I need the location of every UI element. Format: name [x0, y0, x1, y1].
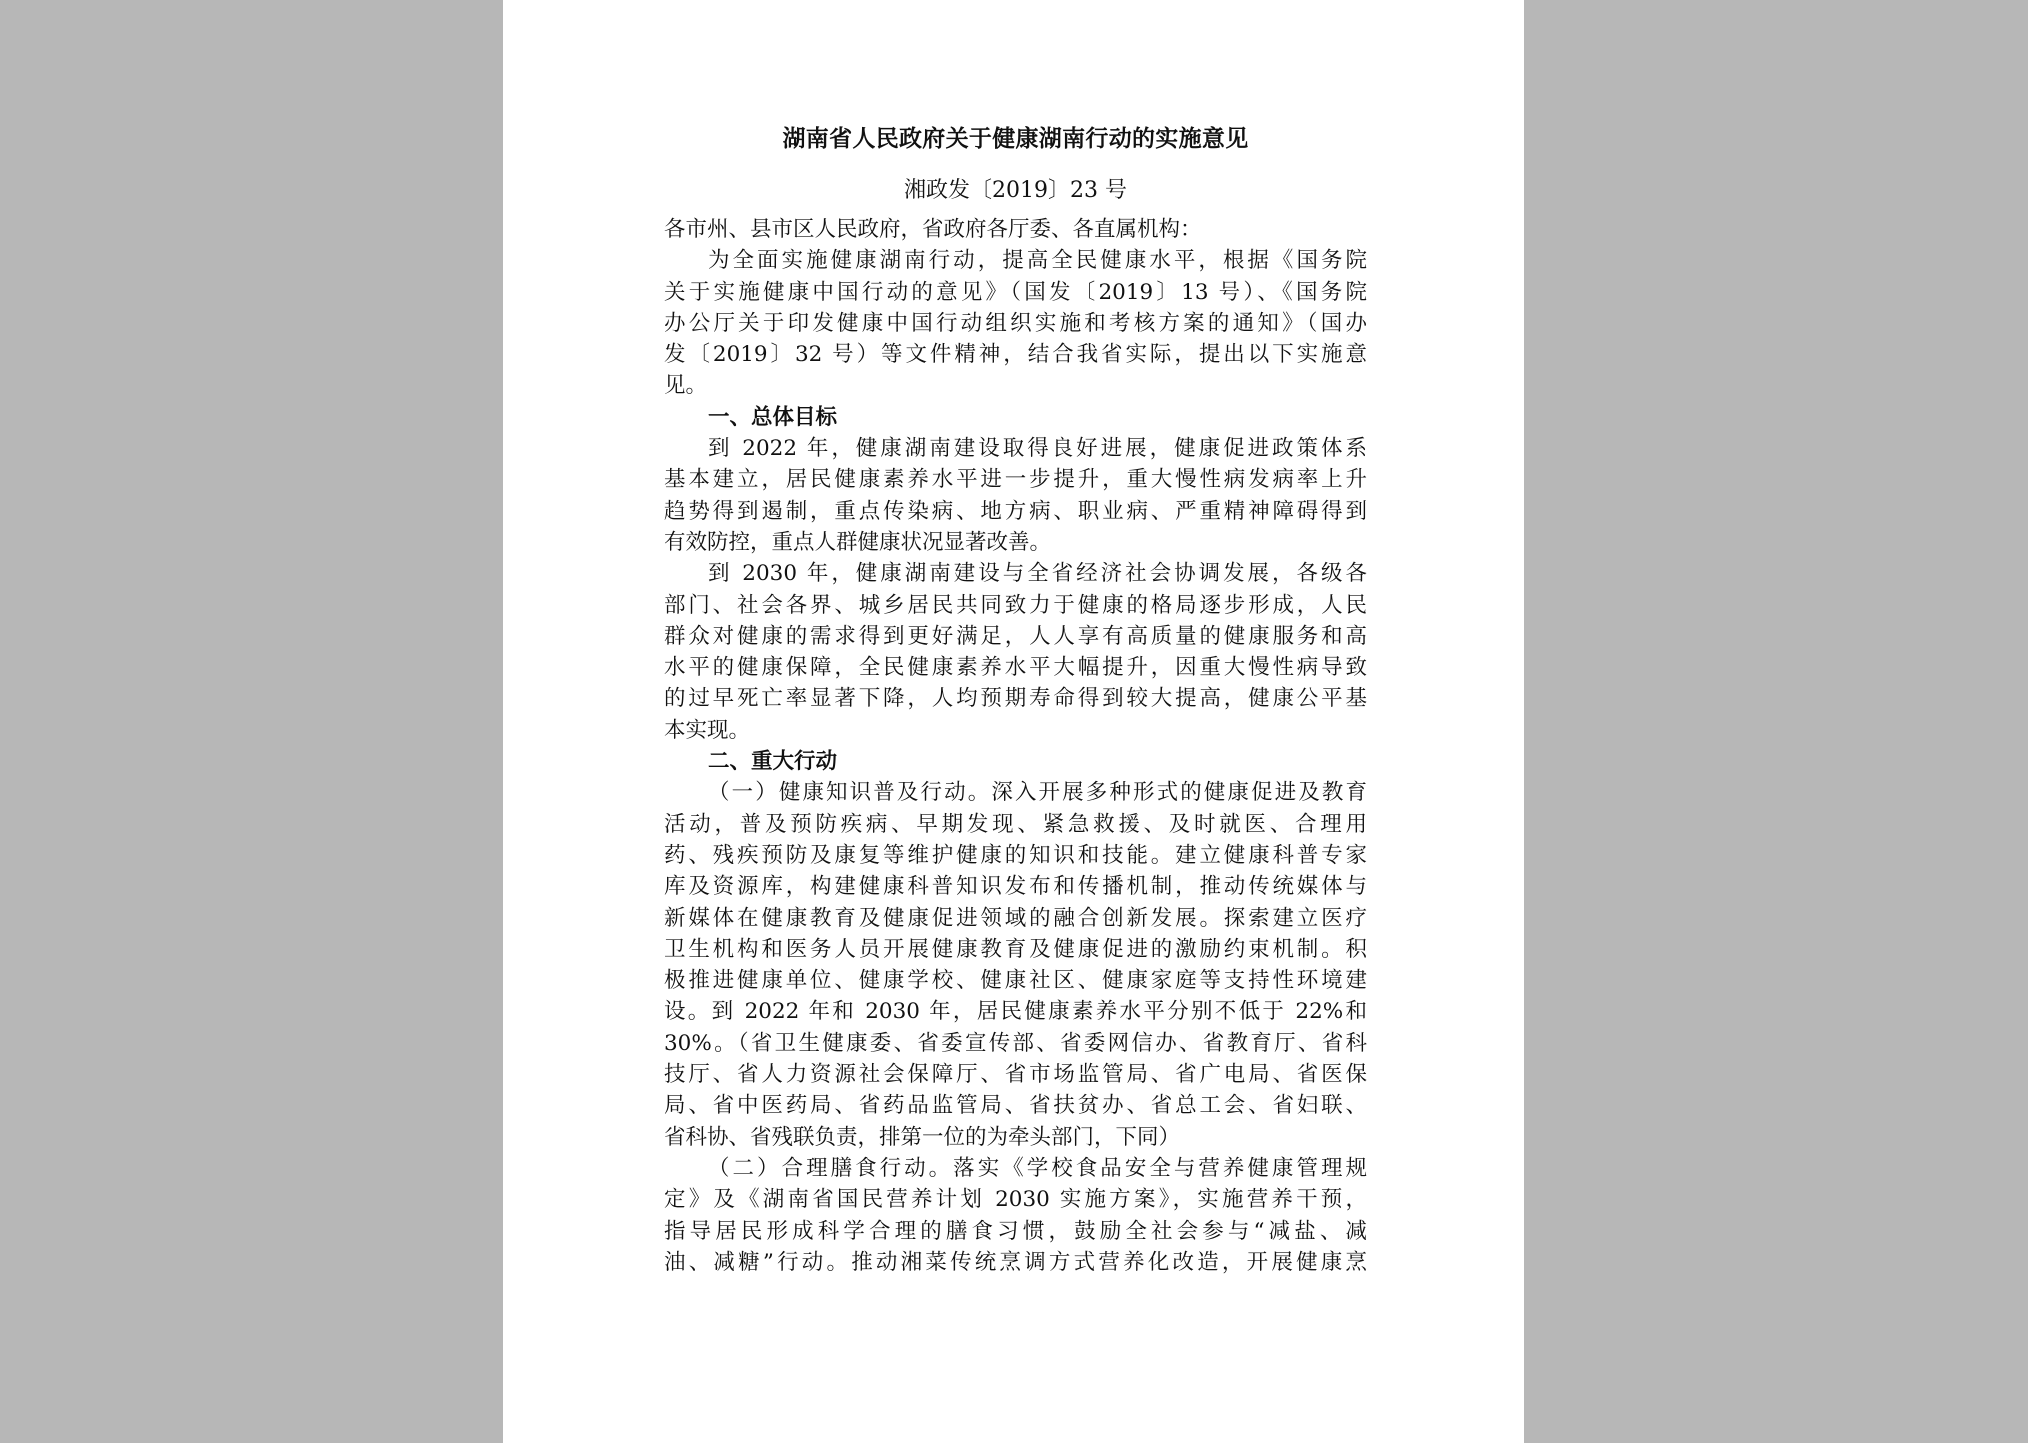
text-line: 省科协、省残联负责，排第一位的为牵头部门，下同） [664, 1124, 1181, 1150]
paragraph [664, 1153, 1367, 1278]
section-heading [664, 746, 1367, 777]
paragraph [664, 433, 1367, 558]
text-line: 关于实施健康中国行动的意见》（国发〔2019〕13 号）、《国务院 [664, 279, 1367, 305]
text-line: 设。到 2022 年和 2030 年，居民健康素养水平分别不低于 22%和 [664, 999, 1367, 1025]
text-line: 定》及《湖南省国民营养计划 2030 实施方案》，实施营养干预， [664, 1187, 1367, 1213]
text-line: 办公厅关于印发健康中国行动组织实施和考核方案的通知》（国办 [664, 310, 1367, 336]
heading-text: 二、重大行动 [708, 749, 838, 775]
document-body [664, 110, 1367, 1278]
text-line: （二）合理膳食行动。落实《学校食品安全与营养健康管理规 [708, 1155, 1367, 1181]
text-line: 油、减糖”行动。推动湘菜传统烹调方式营养化改造，开展健康烹 [664, 1249, 1367, 1275]
text-line: 部门、社会各界、城乡居民共同致力于健康的格局逐步形成，人民 [664, 592, 1367, 618]
document-number: 湘政发〔2019〕23 号 [904, 178, 1127, 203]
document-page [503, 0, 1524, 1443]
paragraph-container [664, 245, 1367, 1278]
paragraph [664, 558, 1367, 746]
text-line: 水平的健康保障，全民健康素养水平大幅提升，因重大慢性病导致 [664, 655, 1367, 681]
text-line: 到 2022 年，健康湖南建设取得良好进展，健康促进政策体系 [708, 436, 1367, 462]
addressee-line: 各市州、县市区人民政府，省政府各厅委、各直属机构： [664, 217, 1202, 242]
text-line: 的过早死亡率显著下降，人均预期寿命得到较大提高，健康公平基 [664, 686, 1367, 712]
text-line: 基本建立，居民健康素养水平进一步提升，重大慢性病发病率上升 [664, 467, 1367, 493]
text-line: 发〔2019〕32 号）等文件精神，结合我省实际，提出以下实施意 [664, 342, 1367, 368]
text-line: 局、省中医药局、省药品监管局、省扶贫办、省总工会、省妇联、 [664, 1093, 1367, 1119]
text-line: 新媒体在健康教育及健康促进领域的融合创新发展。探索建立医疗 [664, 905, 1367, 931]
text-line: 库及资源库，构建健康科普知识发布和传播机制，推动传统媒体与 [664, 874, 1367, 900]
text-line: 活动，普及预防疾病、早期发现、紧急救援、及时就医、合理用 [664, 811, 1367, 837]
text-line: （一）健康知识普及行动。深入开展多种形式的健康促进及教育 [708, 780, 1367, 806]
text-line: 群众对健康的需求得到更好满足，人人享有高质量的健康服务和高 [664, 623, 1367, 649]
text-line: 卫生机构和医务人员开展健康教育及健康促进的激励约束机制。积 [664, 936, 1367, 962]
text-line: 指导居民形成科学合理的膳食习惯，鼓励全社会参与“减盐、减 [664, 1218, 1367, 1244]
section-heading [664, 402, 1367, 433]
heading-text: 一、总体目标 [708, 404, 838, 430]
text-line: 为全面实施健康湖南行动，提高全民健康水平，根据《国务院 [708, 248, 1367, 274]
paragraph [664, 245, 1367, 401]
paragraph [664, 777, 1367, 1153]
text-line: 本实现。 [664, 717, 751, 743]
text-line: 到 2030 年，健康湖南建设与全省经济社会协调发展，各级各 [708, 561, 1367, 587]
text-line: 技厅、省人力资源社会保障厅、省市场监管局、省广电局、省医保 [664, 1062, 1367, 1088]
text-line: 极推进健康单位、健康学校、健康社区、健康家庭等支持性环境建 [664, 968, 1367, 994]
text-line: 趋势得到遏制，重点传染病、地方病、职业病、严重精神障碍得到 [664, 498, 1367, 524]
text-line: 有效防控，重点人群健康状况显著改善。 [664, 529, 1052, 555]
text-line: 30%。（省卫生健康委、省委宣传部、省委网信办、省教育厅、省科 [664, 1030, 1367, 1056]
text-line: 见。 [664, 373, 708, 399]
text-line: 药、残疾预防及康复等维护健康的知识和技能。建立健康科普专家 [664, 842, 1367, 868]
document-title: 湖南省人民政府关于健康湖南行动的实施意见 [782, 125, 1249, 152]
